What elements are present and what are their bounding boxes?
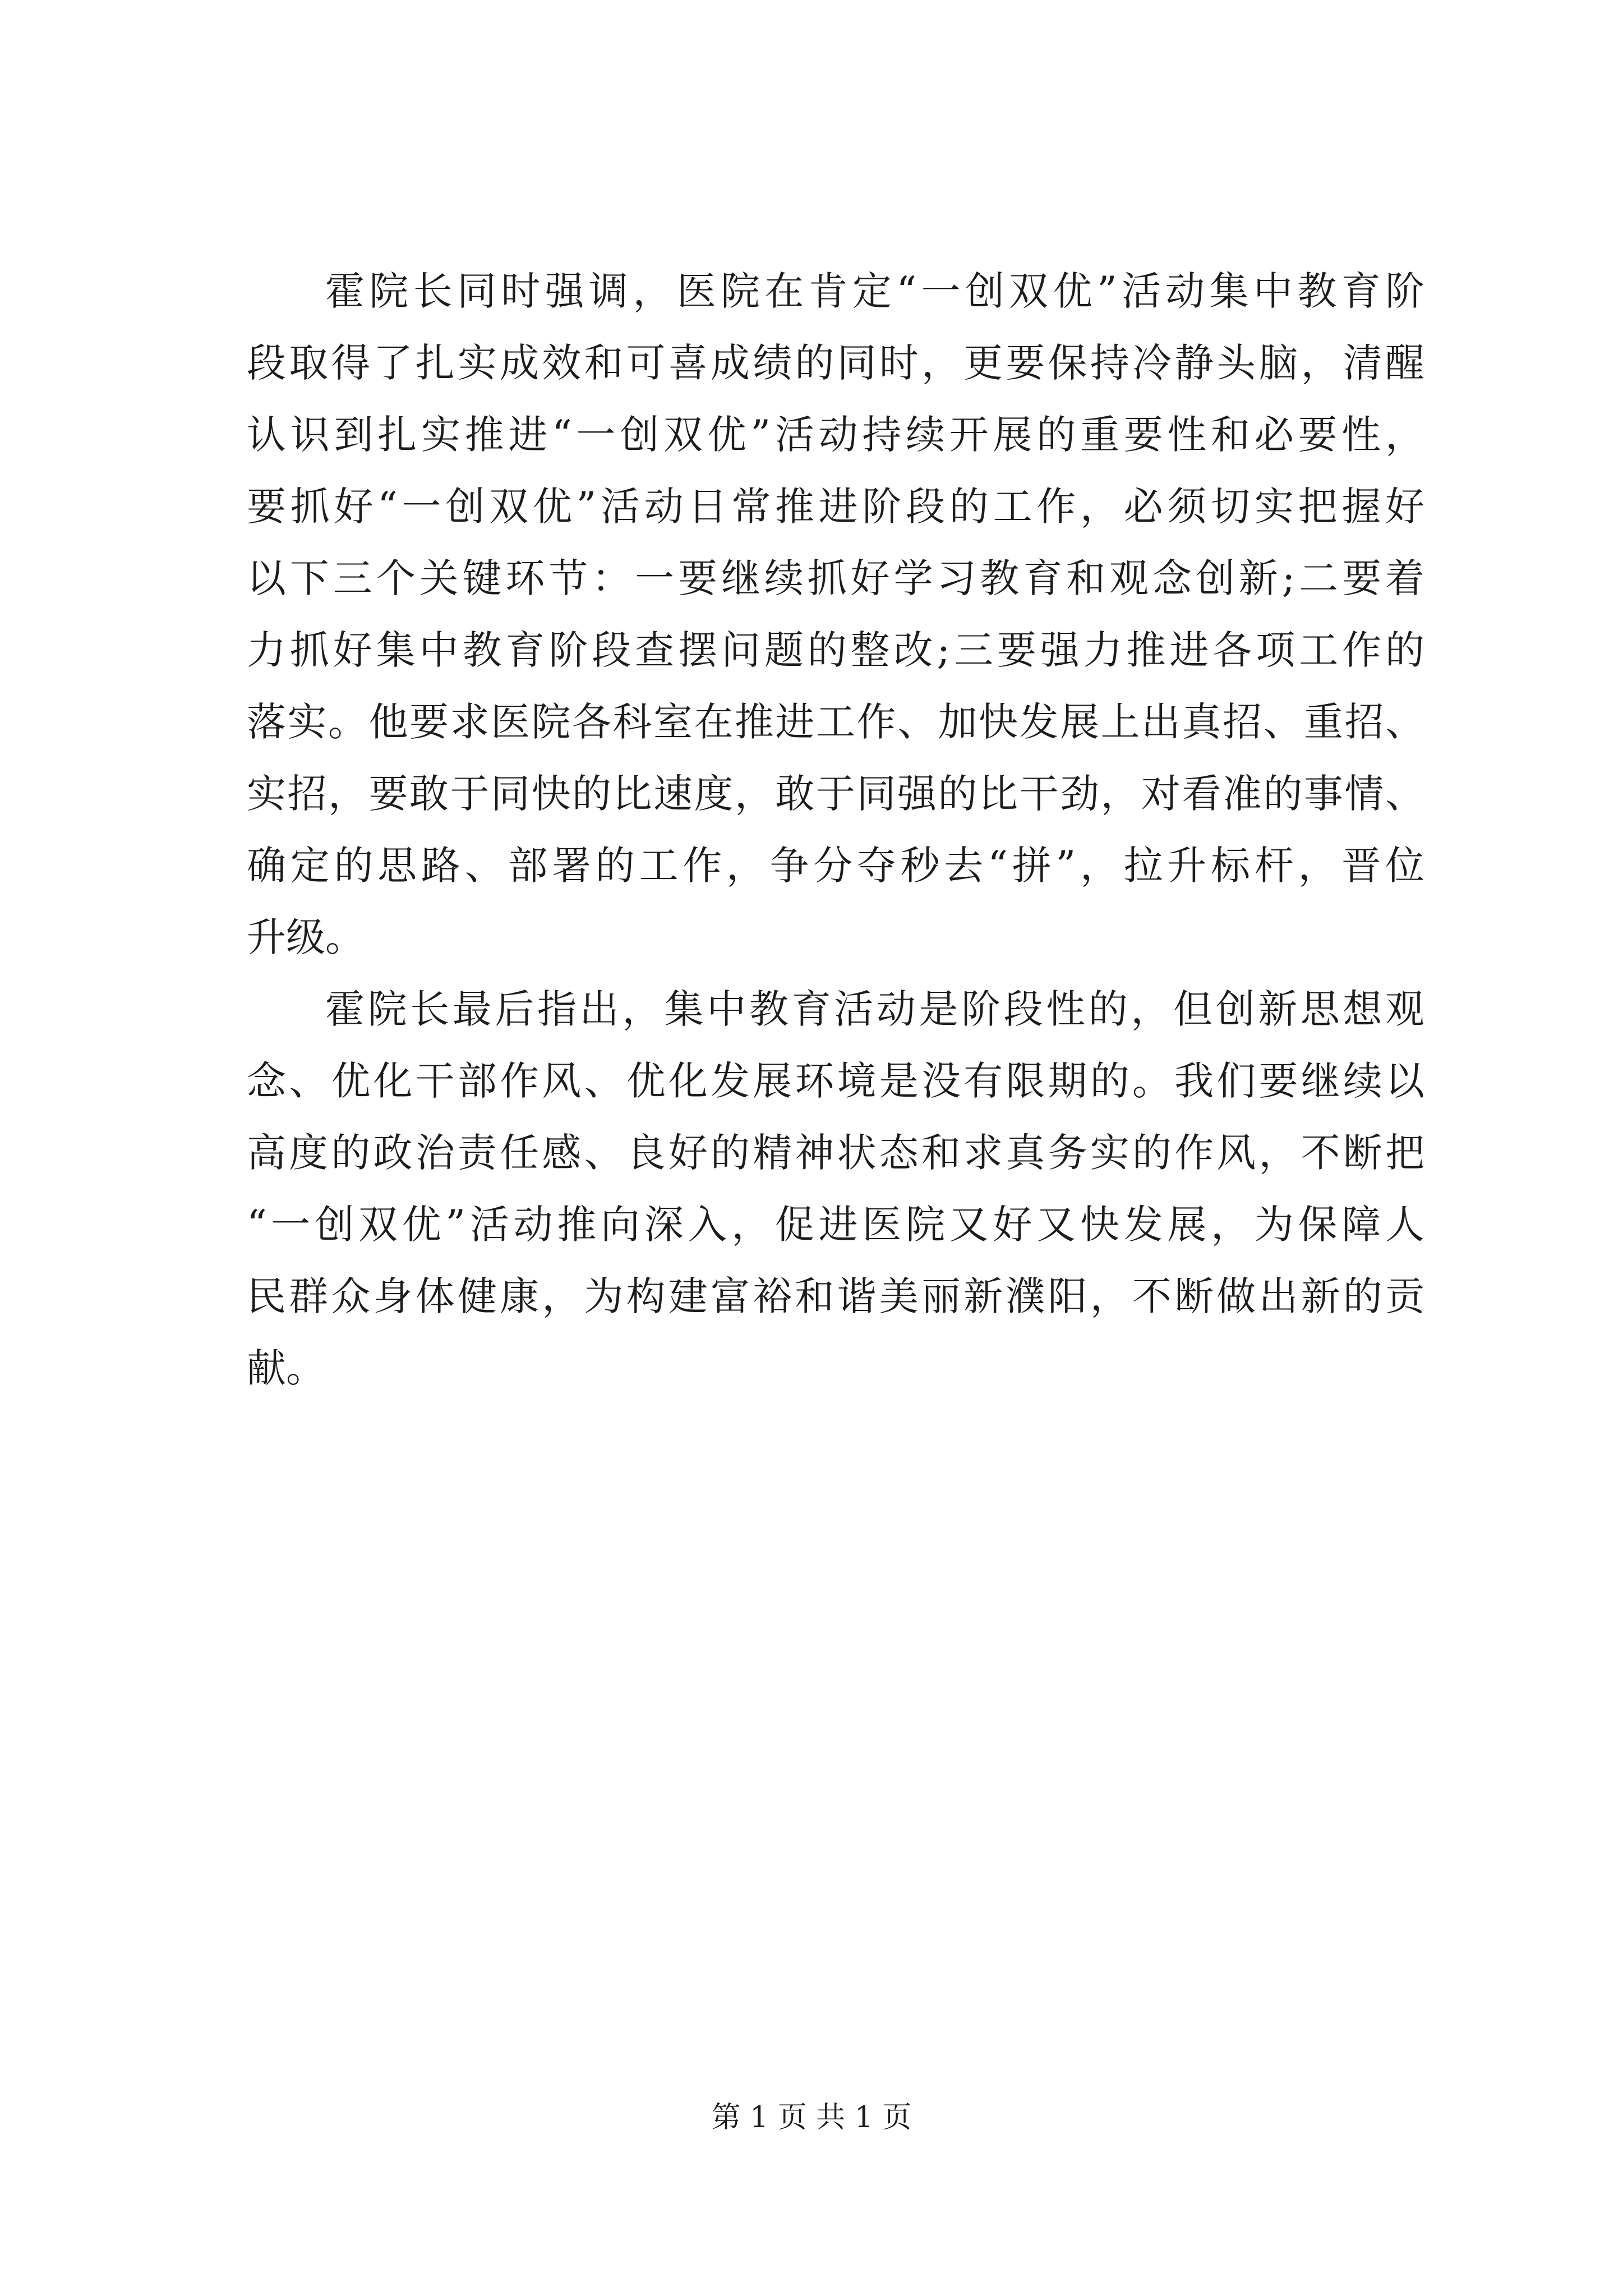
text-line: “一创双优”活动推向深入，促进医院又好又快发展，为保障人 bbox=[247, 1202, 1424, 1248]
text-line: 献。 bbox=[247, 1345, 325, 1391]
text-line: 要抓好“一创双优”活动日常推进阶段的工作，必须切实把握好 bbox=[247, 484, 1424, 530]
text-line: 民群众身体健康，为构建富裕和谐美丽新濮阳，不断做出新的贡 bbox=[247, 1273, 1424, 1319]
text-line: 以下三个关键环节：一要继续抓好学习教育和观念创新;二要着 bbox=[247, 555, 1424, 601]
text-line: 霍院长同时强调，医院在肯定“一创双优”活动集中教育阶 bbox=[325, 268, 1424, 314]
text-line: 段取得了扎实成效和可喜成绩的同时，更要保持冷静头脑，清醒 bbox=[247, 340, 1424, 386]
text-line: 力抓好集中教育阶段查摆问题的整改;三要强力推进各项工作的 bbox=[247, 627, 1424, 673]
text-line: 霍院长最后指出，集中教育活动是阶段性的，但创新思想观 bbox=[325, 986, 1424, 1032]
text-line: 高度的政治责任感、良好的精神状态和求真务实的作风，不断把 bbox=[247, 1130, 1424, 1176]
text-line: 实招，要敢于同快的比速度，敢于同强的比干劲，对看准的事情、 bbox=[247, 771, 1424, 817]
text-line: 确定的思路、部署的工作，争分夺秒去“拼”，拉升标杆，晋位 bbox=[247, 843, 1424, 889]
text-line: 升级。 bbox=[247, 914, 365, 960]
page-number-footer: 第 1 页 共 1 页 bbox=[711, 2101, 912, 2134]
text-line: 认识到扎实推进“一创双优”活动持续开展的重要性和必要性， bbox=[247, 412, 1424, 458]
document-body bbox=[247, 255, 1424, 1404]
text-line: 念、优化干部作风、优化发展环境是没有限期的。我们要继续以 bbox=[247, 1058, 1424, 1104]
paragraph-2 bbox=[247, 973, 1424, 1404]
text-line: 落实。他要求医院各科室在推进工作、加快发展上出真招、重招、 bbox=[247, 699, 1424, 745]
paragraph-1 bbox=[247, 255, 1424, 973]
